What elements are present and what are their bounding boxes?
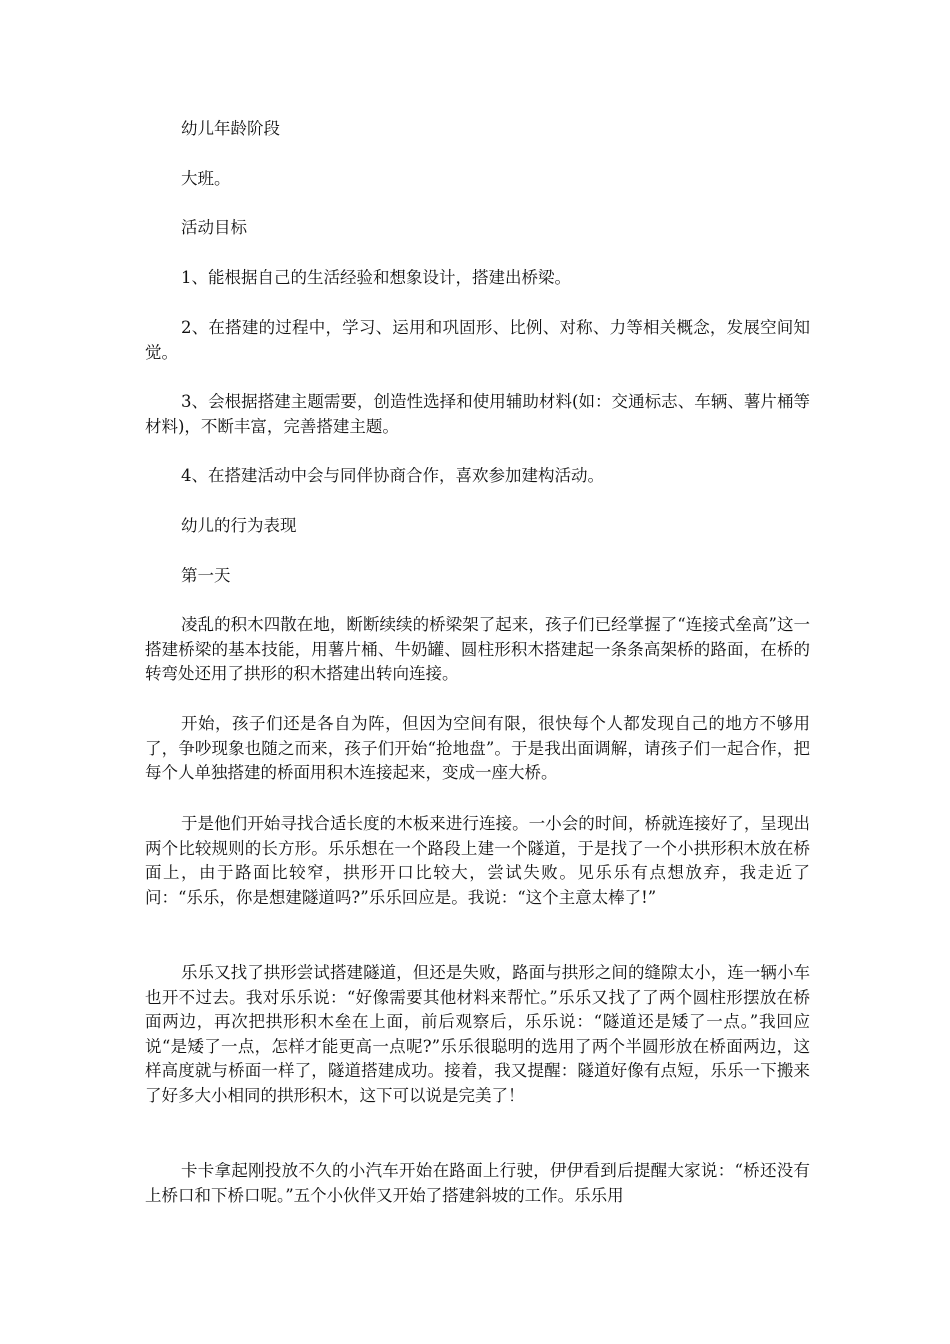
- observation-paragraph-5: 卡卡拿起刚投放不久的小汽车开始在路面上行驶，伊伊看到后提醒大家说：“桥还没有上桥口和下桥口呢。”五个小伙伴又开始了搭建斜坡的工作。乐乐用: [145, 1161, 810, 1205]
- goals-heading: 活动目标: [181, 218, 247, 237]
- day-one-heading: 第一天: [181, 566, 231, 585]
- observation-paragraph-2: 开始，孩子们还是各自为阵，但因为空间有限，很快每个人都发现自己的地方不够用了，争吵现象也随之而来，孩子们开始“抢地盘”。于是我出面调解，请孩子们一起合作，把每个人单独搭建的桥面用积木连接起来，变成一座大桥。: [145, 714, 810, 782]
- goal-item-1: 1、能根据自己的生活经验和想象设计，搭建出桥梁。: [181, 268, 571, 287]
- age-stage-value: 大班。: [181, 169, 231, 188]
- observation-paragraph-4: 乐乐又找了拱形尝试搭建隧道，但还是失败，路面与拱形之间的缝隙太小，连一辆小车也开不过去。我对乐乐说：“好像需要其他材料来帮忙。”乐乐又找了了两个圆柱形摆放在桥面两边，再次把拱形积木垒在上面，前后观察后，乐乐说：“隧道还是矮了一点。”我回应说“是矮了一点，怎样才能更高一点呢?”乐乐很聪明的选用了两个半圆形放在桥面两边，这样高度就与桥面一样了，隧道搭建成功。接着，我又提醒：隧道好像有点短，乐乐一下搬来了好多大小相同的拱形积木，这下可以说是完美了！: [145, 963, 810, 1105]
- age-stage-heading: 幼儿年龄阶段: [181, 119, 280, 138]
- goal-item-2: 2、在搭建的过程中，学习、运用和巩固形、比例、对称、力等相关概念，发展空间知觉。: [145, 318, 810, 362]
- goal-item-3: 3、会根据搭建主题需要，创造性选择和使用辅助材料(如：交通标志、车辆、薯片桶等材料)，不断丰富，完善搭建主题。: [145, 392, 810, 436]
- observation-paragraph-1: 凌乱的积木四散在地，断断续续的桥梁架了起来，孩子们已经掌握了“连接式垒高”这一搭建桥梁的基本技能，用薯片桶、牛奶罐、圆柱形积木搭建起一条条高架桥的路面，在桥的转弯处还用了拱形的积木搭建出转向连接。: [145, 615, 810, 683]
- goal-item-4: 4、在搭建活动中会与同伴协商合作，喜欢参加建构活动。: [181, 466, 604, 485]
- observation-paragraph-3: 于是他们开始寻找合适长度的木板来进行连接。一小会的时间，桥就连接好了，呈现出两个比较规则的长方形。乐乐想在一个路段上建一个隧道，于是找了一个小拱形积木放在桥面上，由于路面比较窄，拱形开口比较大，尝试失败。见乐乐有点想放弃，我走近了问：“乐乐，你是想建隧道吗?”乐乐回应是。我说：“这个主意太棒了!”: [145, 814, 810, 907]
- behavior-heading: 幼儿的行为表现: [181, 516, 297, 535]
